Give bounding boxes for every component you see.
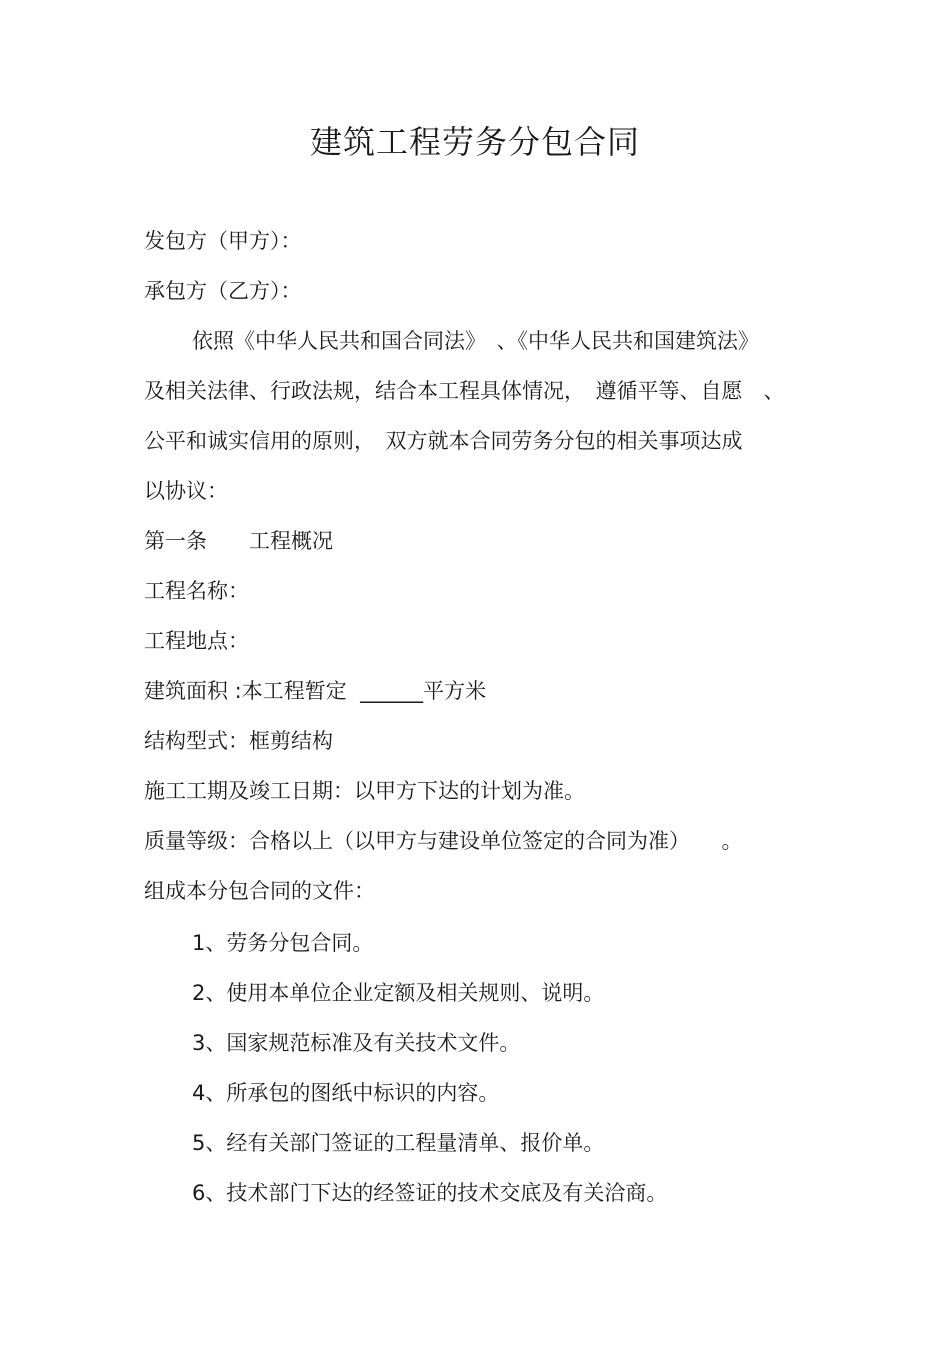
documents-heading: 组成本分包合同的文件： [144,879,375,903]
document-list-item: 4、所承包的图纸中标识的内容。 [192,1081,500,1105]
project-name-line: 工程名称： [144,579,249,603]
article-1-heading: 第一条 工程概况 [144,529,333,553]
document-list-item: 1、劳务分包合同。 [192,931,374,955]
preamble-line-4: 以协议： [144,479,228,503]
document-list-item: 5、经有关部门签证的工程量清单、报价单。 [192,1131,605,1155]
document-list-item: 3、国家规范标准及有关技术文件。 [192,1031,521,1055]
party-b-line: 承包方（乙方）： [144,279,302,303]
schedule-line: 施工工期及竣工日期：以甲方下达的计划为准。 [144,779,585,803]
party-a-line: 发包方（甲方）： [144,229,302,253]
document-title: 建筑工程劳务分包合同 [309,123,640,161]
document-list-item: 6、技术部门下达的经签证的技术交底及有关洽商。 [192,1181,668,1205]
project-location-line: 工程地点： [144,629,249,653]
document-list-item: 2、使用本单位企业定额及相关规则、说明。 [192,981,605,1005]
preamble-line-1: 依照《中华人民共和国合同法》 、《中华人民共和国建筑法》 [192,329,759,353]
quality-line: 质量等级：合格以上（以甲方与建设单位签定的合同为准） 。 [144,829,743,853]
preamble-line-2: 及相关法律、行政法规，结合本工程具体情况， 遵循平等、自愿 、 [144,379,785,403]
structure-type-line: 结构型式：框剪结构 [144,729,333,753]
building-area-line: 建筑面积 :本工程暂定 ______平方米 [144,679,487,703]
preamble-line-3: 公平和诚实信用的原则， 双方就本合同劳务分包的相关事项达成 [144,429,743,453]
